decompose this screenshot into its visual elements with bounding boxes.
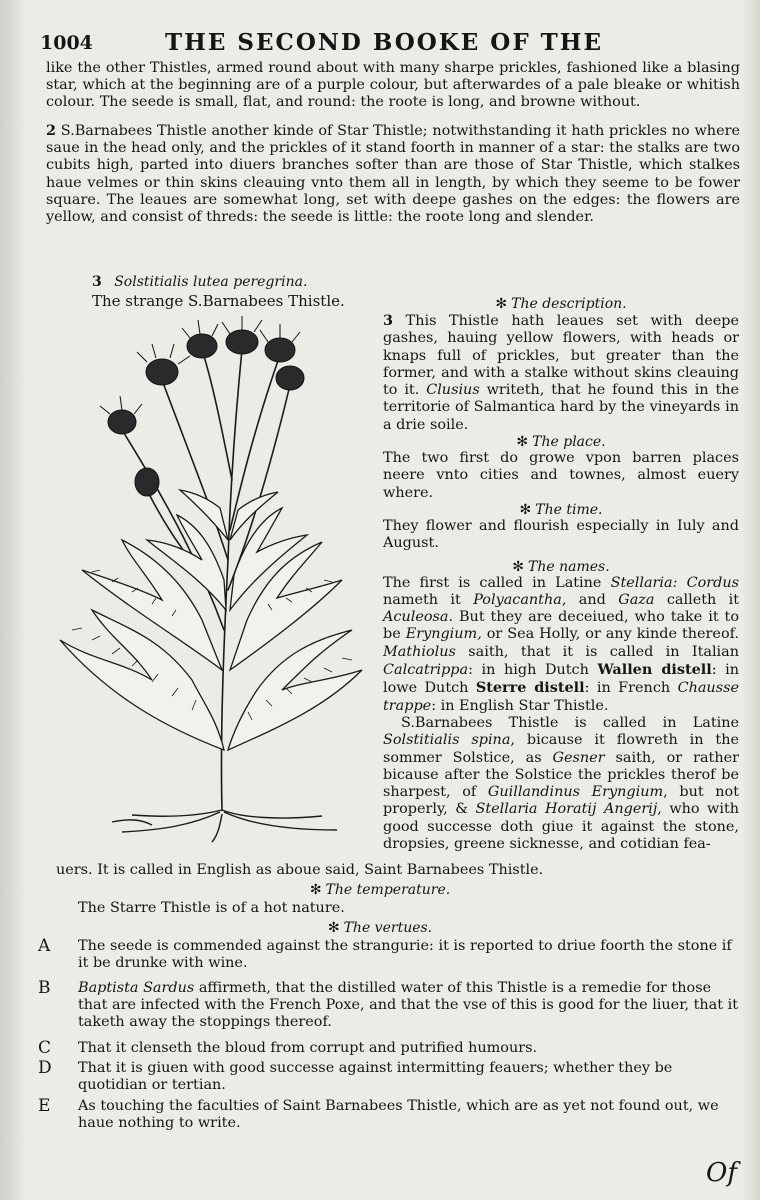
temperature-text: The Starre Thistle is of a hot nature.	[78, 900, 345, 916]
heading-vertues: ✻ The vertues.	[327, 920, 433, 936]
names-text: The first is called in Latine Stellaria: Cordus nameth it Polyacantha, and Gaza calleth it Aculeosa. But they are deceiued, who take it to be Eryngium, or Sea Holly, or any kinde thereof. Mathiolus saith, that it is called in Italian Calcatrippa: in high Dutch Wallen distell: in lowe Dutch Sterre distell: in French Chausse trappe: in English Star Thistle.	[383, 574, 740, 714]
asterisk-ornament-icon: ✻	[516, 434, 529, 451]
heading-temperature: ✻ The temperature.	[309, 882, 451, 898]
right-column	[383, 296, 739, 853]
vertue-e: E As touching the faculties of Saint Barnabees Thistle, which are as yet not found out, we haue nothing to write.	[38, 1096, 719, 1131]
asterisk-ornament-icon: ✻	[495, 296, 508, 312]
top-paragraph-2: 2 S.Barnabees Thistle another kinde of Star Thistle; notwithstanding it hath prickles no where saue in the head only, and the prickles of it stand foorth in manner of a star: the stalks are two cubits high, parted into diuers branches softer than are those of Star Thistle, which stalkes haue velmes or thin skins cleauing vnto them all in length, by which they seeme to be fower square. The leaues are somewhat long, set with deepe gashes on the edges: the flowers are yellow, and consist of threds: the seede is little: the roote long and slender.	[46, 122, 740, 226]
asterisk-ornament-icon: ✻	[519, 501, 532, 518]
heading-time: ✻ The time.	[519, 501, 603, 518]
paragraph-number: 2	[46, 122, 57, 139]
page-number: 1004	[40, 32, 93, 54]
thistle-woodcut-illustration	[52, 310, 372, 850]
asterisk-ornament-icon: ✻	[327, 920, 340, 936]
running-title: THE SECOND BOOKE OF THE	[165, 29, 604, 56]
vertue-b: B Baptista Sardus affirmeth, that the distilled water of this Thistle is a remedie for those that are infected with the French Poxe, and that the vse of this is good for the liuer, that it taketh away the stoppings thereof.	[38, 978, 739, 1030]
asterisk-ornament-icon: ✻	[309, 882, 322, 898]
place-text: The two first do growe vpon barren places neere vnto cities and townes, almost euery where.	[383, 450, 739, 501]
catchword: Of	[706, 1158, 737, 1188]
names-continuation: uers. It is called in English as aboue said, Saint Barnabees Thistle.	[56, 862, 544, 878]
heading-names: ✻ The names.	[512, 558, 610, 575]
vertue-d: D That it is giuen with good successe against intermitting feauers; whether they be quotidian or tertian.	[38, 1058, 673, 1093]
vertue-a: A The seede is commended against the strangurie: it is reported to driue foorth the stone if it be drunke with wine.	[38, 936, 732, 971]
heading-description: ✻ The description.	[495, 296, 627, 312]
description-text: 3 This Thistle hath leaues set with deepe gashes, hauing yellow flowers, with heads or knaps full of prickles, but greater than the former, and with a stalke without skins cleauing to it. Clusius writeth, that he found this in the territorie of Salmantica hard by the vineyards in a drie soile.	[383, 312, 740, 433]
names-text-2: S.Barnabees Thistle is called in Latine Solstitialis spina, bicause it flowreth in the sommer Solstice, as Gesner saith, or rather bicause after the Solstice the prickles therof be sharpest, of Guillandinus Eryngium, but not properly, & Stellaria Horatij Angerij, who with good successe doth giue it against the stone, dropsies, greene sicknesse, and cotidian fea-	[383, 714, 739, 853]
heading-place: ✻ The place.	[516, 434, 606, 451]
asterisk-ornament-icon: ✻	[512, 558, 525, 575]
vertue-c: C That it clenseth the bloud from corrupt and putrified humours.	[38, 1038, 538, 1058]
figure-latin-caption: 3 Solstitialis lutea peregrina.	[92, 274, 308, 290]
figure-english-caption: The strange S.Barnabees Thistle.	[92, 292, 345, 310]
time-text: They flower and flourish especially in Iuly and August.	[383, 517, 739, 552]
page-edge-shadow	[742, 0, 760, 1200]
page-gutter-shadow	[0, 0, 26, 1200]
top-paragraph-1: like the other Thistles, armed round about with many sharpe prickles, fashioned like a blasing star, which at the beginning are of a purple colour, but afterwardes of a pale bleake or whitish colour. The seede is small, flat, and round: the roote is long, and browne without.	[46, 60, 740, 111]
